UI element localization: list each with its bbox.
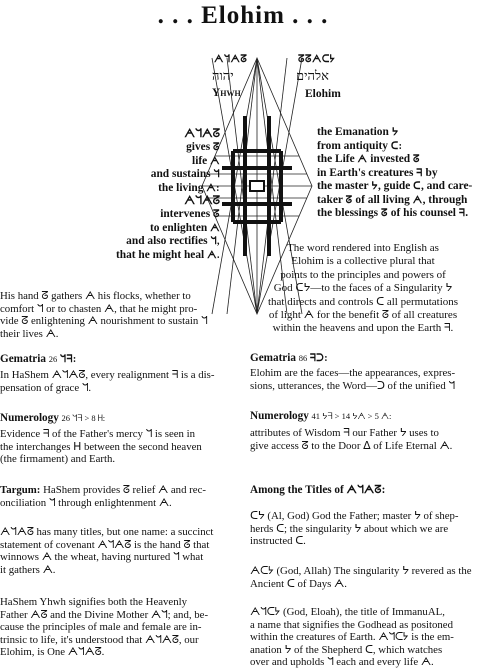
- hand-paragraph: [0, 290, 240, 340]
- text-line: herds ᑕ; the singularity ᔭ about which we are: [250, 522, 449, 535]
- text-line: winnows ᗅ the wheat, having nurtured ᖻ what: [0, 551, 204, 564]
- verse-text: , guide: [377, 180, 414, 192]
- verse-text: , through: [422, 193, 468, 206]
- verse-line: [0, 168, 220, 181]
- text-line: God ᑕᔭ—to the faces of a Singularity ᔭ: [273, 282, 453, 295]
- right-gematria-heading: Gematria 86 ᖷᑐ:: [250, 352, 329, 364]
- text-line: vide ᘔ enlightening ᗅ nourishment to sustain ᖻ: [0, 315, 208, 328]
- emblem-glyph: ᑕ:: [390, 140, 403, 152]
- text-line: comfort ᖻ or to chasten ᗅ, that he might pro-: [0, 302, 198, 315]
- verse-text: that he might heal: [115, 248, 208, 261]
- elohim-name: Elohim: [305, 88, 341, 100]
- verse-text: and also rectifies: [126, 235, 211, 248]
- elohim-glyph: ᘔᘔᗅᑕᔭ: [298, 54, 336, 65]
- verse-line: [0, 128, 220, 141]
- verse-line: [0, 208, 220, 221]
- emblem-glyph: ᘔ: [345, 194, 353, 206]
- emblem-glyph: ᑕ: [413, 181, 421, 192]
- verse-text: the living: [158, 181, 207, 194]
- text-line: ᗅᑕᔭ (God, Allah) The singularity ᔭ revered as the: [250, 565, 472, 577]
- emblem-glyph: ᗅ: [210, 222, 220, 234]
- right-numerology-body: [250, 427, 486, 452]
- emblem-glyph: ᖷ: [458, 208, 466, 219]
- verse-text: the Emanation: [317, 126, 392, 138]
- verse-text: in Earth's creatures: [317, 166, 417, 179]
- left-numerology-heading: Numerology 26 ᖻᖷ > 8 ᕼ:: [0, 412, 106, 424]
- verse-text: ᗅᖻᗅᘔ: [184, 128, 220, 140]
- text-line: Evidence ᖷ of the Father's mercy ᖻ is seen in: [0, 428, 196, 440]
- verse-line: [317, 153, 486, 167]
- text-line: (the firmament) and Earth.: [0, 453, 116, 466]
- text-line: ᗅᖻᗅᘔ has many titles, but one name: a succinct: [0, 526, 214, 538]
- emblem-glyph: ᗅ:: [206, 182, 220, 194]
- verse-line: [0, 235, 220, 248]
- text-line: the interchanges ᕼ between the second heaven: [0, 440, 202, 453]
- verse-text: from antiquity: [317, 139, 391, 152]
- text-line: over and upholds ᖻ each and every life ᗅ.: [250, 656, 434, 669]
- text-line: pensation of grace ᖻ.: [0, 381, 92, 394]
- text-line: ᑕᔭ (Al, God) God the Father; master ᔭ of shep-: [250, 510, 459, 522]
- emblem-glyph: ᔭ: [391, 127, 399, 138]
- yhwh-hebrew: יהוה: [212, 69, 234, 84]
- titles-heading: Among the Titles of ᗅᖻᗅᘔ:: [250, 484, 386, 496]
- text-line: their lives ᗅ.: [0, 327, 59, 340]
- many-titles-paragraph: [0, 526, 240, 576]
- verse-line: [0, 141, 220, 154]
- emblem-glyph: ᘔ: [380, 208, 388, 219]
- verse-line: [0, 155, 220, 168]
- left-gematria-body: [0, 369, 240, 394]
- hashem-paragraph: [0, 596, 240, 659]
- text-line: ᗅᖻᑕᔭ (God, Eloah), the title of ImmanuAL,: [250, 606, 445, 618]
- verse-line: [317, 140, 486, 154]
- text-line: Elohim is a collective plural that: [291, 255, 435, 268]
- text-line: within the heavens and upon the Earth ᖷ.: [272, 322, 454, 335]
- text-line: attributes of Wisdom ᖷ our Father ᔭ uses to: [250, 427, 439, 439]
- emblem-glyph: ᔭ: [371, 181, 378, 192]
- text-line: His hand ᘔ gathers ᗅ his flocks, whether to: [0, 290, 191, 302]
- text-line: trinsic to life, it's understood that ᗅᖻᗅᘔ, our: [0, 633, 199, 646]
- verse-text: taker: [317, 193, 346, 206]
- title-eloah: [250, 606, 486, 669]
- verse-line: [317, 167, 486, 181]
- verse-line: [0, 195, 220, 208]
- targum-head: Targum:: [0, 484, 41, 496]
- emblem-glyph: ᗅ: [412, 194, 423, 206]
- verse-line: [0, 222, 220, 235]
- text-line: cause the principles of male and female are in-: [0, 621, 202, 634]
- title-allah: [250, 565, 486, 590]
- verse-line: [0, 182, 220, 195]
- text-line: onciliation ᖻ through enlightenment ᗅ.: [0, 496, 172, 509]
- emblem-glyph: ᗅ: [357, 154, 368, 165]
- verse-text: intervenes: [160, 208, 214, 221]
- verse-line: [0, 249, 220, 262]
- emblem-glyph: ᖻ: [213, 169, 220, 181]
- right-numerology-heading: Numerology 41 ᔭᖷ > 14 ᔭᗅ > 5 ᗅ:: [250, 410, 392, 422]
- title-al: [250, 510, 486, 548]
- verse-line: [317, 207, 486, 221]
- verse-text: the master: [317, 180, 372, 192]
- verse-text: , and care-: [420, 180, 473, 192]
- emblem-glyph: ᘔ: [213, 142, 220, 154]
- verse-text: of his counsel: [387, 207, 459, 219]
- verse-text: and sustains: [150, 168, 214, 181]
- targum-text: HaShem provides ᘔ relief ᗅ and rec-: [40, 484, 206, 496]
- verse-line: [317, 180, 486, 194]
- emblem-glyph: ᘔ: [213, 209, 220, 221]
- text-line: Elohim, is One ᗅᖻᗅᘔ.: [0, 646, 105, 659]
- verse-text: by: [422, 166, 438, 179]
- left-gematria-heading: Gematria 26 ᖻᖷ:: [0, 353, 77, 365]
- emblem-glyph: ᖷ: [416, 167, 423, 179]
- text-line: sions, utterances, the Word—ᑐ of the unified ᖻ: [250, 379, 455, 392]
- elohim-hebrew: אלהים: [296, 69, 329, 84]
- text-line: it gathers ᗅ.: [0, 563, 56, 576]
- verse-text: .: [465, 207, 469, 219]
- text-line: anation ᔭ of the Shepherd ᑕ, which watches: [250, 643, 443, 656]
- yhwh-glyph: ᗅᖻᗅᘔ: [214, 54, 248, 65]
- text-line: instructed ᑕ.: [250, 535, 306, 548]
- right-verse: [317, 126, 486, 221]
- verse-text: gives: [186, 141, 214, 154]
- text-line: In HaShem ᗅᖻᗅᘔ, every realignment ᖷ is a dis-: [0, 369, 215, 381]
- page-title: . . . Elohim . . .: [157, 2, 329, 29]
- verse-text: life: [192, 154, 211, 167]
- text-line: points to the principles and powers of: [280, 268, 446, 281]
- text-line: Elohim are the faces—the appearances, expres-: [250, 367, 456, 379]
- right-gematria-body: [250, 367, 486, 392]
- left-numerology-body: [0, 428, 240, 466]
- word-paragraph: [240, 242, 486, 336]
- text-line: of light ᗅ for the benefit ᘔ of all creatures: [268, 309, 458, 322]
- text-line: Father ᗅᘔ and the Divine Mother ᗅᖻ; and, be-: [0, 608, 209, 621]
- yhwh-name: Yhwh: [212, 87, 241, 99]
- left-verse: [0, 128, 220, 262]
- text-line: a name that signifies the Godhead as positoned: [250, 618, 453, 631]
- text-line: give access ᘔ to the Door ᐃ of Life Eternal ᗅ.: [250, 439, 453, 452]
- text-line: that directs and controls ᑕ all permutations: [267, 295, 459, 308]
- text-line: [0, 484, 240, 497]
- text-line: statement of covenant ᗅᖻᗅᘔ is the hand ᘔ that: [0, 538, 210, 551]
- targum-paragraph: [0, 484, 240, 509]
- verse-line: [317, 126, 486, 140]
- text-line: The word rendered into English as: [287, 242, 439, 254]
- verse-text: ᗅᖻᗅᘔ: [184, 195, 220, 208]
- verse-text: the Life: [317, 153, 358, 165]
- emblem-glyph: ᘔ: [413, 154, 420, 165]
- verse-text: of all living: [352, 193, 413, 206]
- verse-text: invested: [367, 153, 413, 165]
- text-line: HaShem Yhwh signifies both the Heavenly: [0, 596, 188, 608]
- verse-text: the blessings: [317, 207, 381, 219]
- verse-line: [317, 194, 486, 208]
- emblem-glyph: ᖻ,: [210, 236, 220, 248]
- emblem-glyph: ᗅ.: [207, 249, 220, 261]
- verse-text: to enlighten: [149, 221, 211, 234]
- emblem-glyph: ᗅ: [210, 155, 220, 167]
- text-line: within the creatures of Earth. ᗅᖻᑕᔭ is the em-: [250, 631, 454, 644]
- text-line: Ancient ᑕ of Days ᗅ.: [250, 577, 347, 590]
